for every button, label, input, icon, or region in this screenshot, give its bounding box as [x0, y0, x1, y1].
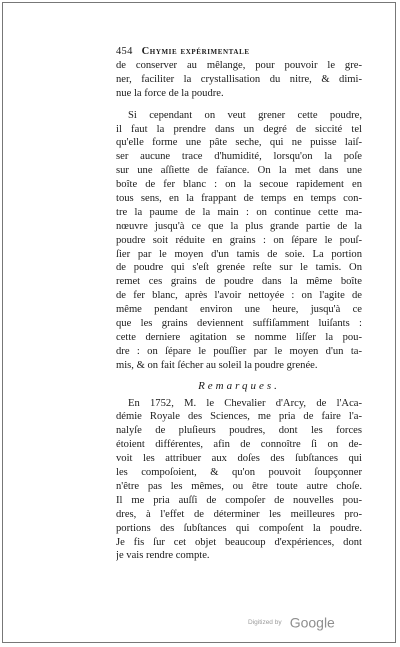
text-line: de poudre qui s'eſt grenée reſte sur le tamis. On	[116, 262, 362, 274]
google-logo: Google	[289, 614, 335, 631]
text-line: il faut la prendre dans un degré de siccité tel	[116, 123, 362, 135]
text-line: n'être pas les mêmes, ou être toute autre choſe.	[116, 480, 362, 492]
watermark-prefix: Digitized by	[248, 618, 282, 626]
text-line: tre la paume de la main : on continue cette ma-	[116, 206, 362, 218]
text-line: En 1752, M. le Chevalier d'Arcy, de l'Aca-	[128, 397, 362, 409]
paragraph-remarks	[116, 397, 362, 564]
text-line: Il me pria auſſi de compoſer de nouvelles pou-	[116, 494, 362, 506]
text-line: de conserver au mêlange, pour pouvoir le gre-	[116, 60, 362, 71]
text-line: poudre soit réduite en grains : on ſépare le pouſ-	[116, 234, 362, 246]
text-line: Si cependant on veut grener cette poudre,	[128, 109, 362, 121]
section-heading: Remarques.	[198, 379, 280, 392]
text-line: tous sens, en la frappant de temps en temps con-	[116, 193, 362, 205]
text-line: ser aucune trace d'humidité, lorsqu'on la poſe	[116, 151, 362, 163]
text-line: de fer blanc, après l'avoir nettoyée : on l'agite de	[116, 290, 362, 302]
text-line: ſier par le moyen d'un tamis de soie. La portion	[116, 248, 362, 260]
text-line: boîte de fer blanc : on la secoue rapidement en	[116, 179, 362, 191]
text-line: nœuvre jusqu'à ce que la plus grande partie de la	[116, 220, 362, 232]
text-line: portions des ſubſtances qui compoſent la poudre.	[116, 522, 362, 534]
text-line: étoient différentes, afin de connoître ſi on de-	[116, 439, 362, 451]
text-line: même pendant environ une heure, jusqu'à ce	[116, 304, 362, 316]
text-line: démie Royale des Sciences, me pria de faire l'a-	[116, 411, 362, 423]
text-line: nalyſe de pluſieurs poudres, dont les forces	[116, 425, 362, 437]
text-line: les compoſoient, & qu'on pouvoit ſoupçonner	[116, 467, 362, 479]
page-number: 454	[116, 46, 133, 57]
text-line: voit les attribuer aux doſes des ſubſtances qui	[116, 453, 362, 465]
text-line: sur une aſſiette de faïance. On la met dans une	[116, 165, 362, 177]
text-line: Je fis ſur cet objet beaucoup d'expériences, dont	[116, 536, 362, 548]
paragraph-granulation	[116, 109, 362, 373]
running-header	[116, 44, 362, 59]
book-page	[116, 44, 362, 563]
paragraph-continuation	[116, 59, 362, 101]
text-line: qu'elle forme une pâte seche, qui ne puisse laiſ-	[116, 137, 362, 149]
text-line: dre : on ſépare le pouſſier par le moyen d'un ta-	[116, 345, 362, 357]
text-line: cette derniere agitation se nomme liſſer la pou-	[116, 331, 362, 343]
text-line: que les grains deviennent suffiſamment luiſants :	[116, 318, 362, 330]
text-line: nue la force de la poudre.	[116, 87, 224, 99]
digitization-watermark	[248, 612, 335, 632]
text-line: mis, & on fait ſécher au soleil la poudre grenée.	[116, 359, 318, 371]
text-line: je vais rendre compte.	[116, 550, 210, 562]
text-line: remet ces grains de poudre dans la même boîte	[116, 276, 362, 288]
running-title: Chymie expérimentale	[141, 46, 250, 57]
text-line: dres, à l'effet de déterminer les meilleures pro-	[116, 508, 362, 520]
text-line: ner, faciliter la crystallisation du nitre, & dimi-	[116, 73, 362, 85]
